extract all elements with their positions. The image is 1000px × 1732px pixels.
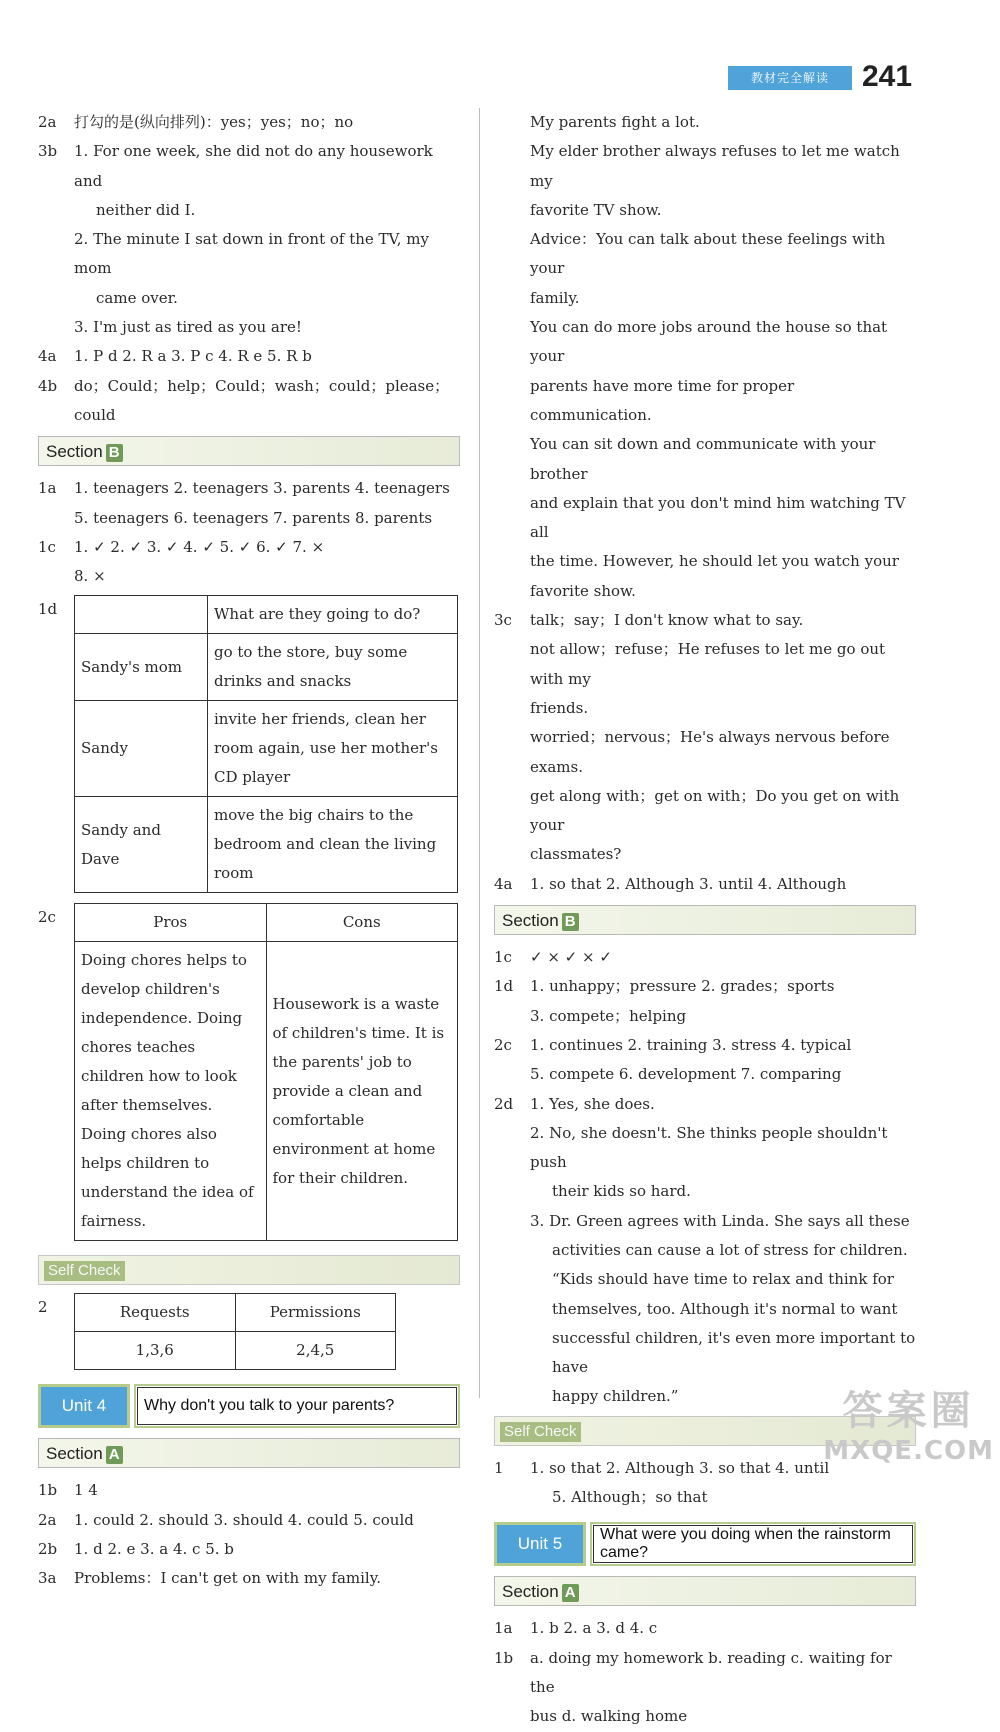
right-column xyxy=(494,108,916,1732)
left-column xyxy=(38,108,460,1594)
section-a-header: Section A xyxy=(38,1438,460,1468)
table-1d xyxy=(74,595,458,893)
unit-title: Why don't you talk to your parents? xyxy=(134,1384,460,1428)
answer-2d-r: 2d 1. Yes, she does. 2. No, she doesn't. She thinks people shouldn't push their kids so hard. 3. Dr. Green agrees with Linda. She says all these activities can cause a lot of stress for children. “Kids should have time to relax and think for themselves, too. Although it's normal to want successful children, it's even more important to have happy children.” xyxy=(494,1094,916,1406)
answer-2b: 2b 1. d 2. e 3. a 4. c 5. b xyxy=(38,1540,234,1559)
watermark-logo: 答案圈 MXQE.COM xyxy=(823,1388,994,1466)
section-b-header: Section B xyxy=(494,905,916,935)
unit-4-banner xyxy=(38,1384,460,1428)
section-b-header: Section B xyxy=(38,436,460,466)
answer-1d: 1d What are they going to do? Sandy's mom go to the store, buy some drinks and snacks Sandy invite her friends, clean her room again, use her mother's CD player Sandy and Dave move the big chairs to the bedroom and clean the living room xyxy=(38,595,460,893)
section-letter: A xyxy=(562,1584,579,1602)
answer-2c-r: 2c 1. continues 2. training 3. stress 4. typical 5. compete 6. development 7. comparing xyxy=(494,1035,852,1084)
unit-5-banner xyxy=(494,1522,916,1566)
answer-2a: 2a 打勾的是(纵向排列)：yes；yes；no；no xyxy=(38,113,354,131)
answer-4a: 4a 1. P d 2. R a 3. P c 4. R e 5. R b xyxy=(38,347,312,366)
self-check-header: Self Check xyxy=(38,1255,460,1285)
header-tag: 教材完全解读 xyxy=(728,66,852,90)
answer-1c-r: 1c ✓ × ✓ × ✓ xyxy=(494,948,612,967)
section-letter: B xyxy=(562,913,579,931)
answer-1c: 1c 1. ✓ 2. ✓ 3. ✓ 4. ✓ 5. ✓ 6. ✓ 7. × 8. × xyxy=(38,537,325,586)
answer-1a-r: 1a 1. b 2. a 3. d 4. c xyxy=(494,1619,658,1638)
table-2c: Pros Cons Doing chores helps to develop children's independence. Doing chores teaches children how to look after themselves. Doing chores also helps children to understand the idea of fairness. Housework is a waste of children's time. It is the parents' job to provide a clean and comfortable environment at home for their children. xyxy=(74,903,458,1241)
unit-title: What were you doing when the rainstorm came? xyxy=(590,1522,916,1566)
table-1d-header: What are they going to do? xyxy=(208,596,458,634)
answer-2: 2 Requests Permissions 1,3,6 2,4,5 xyxy=(38,1293,460,1370)
answer-1a: 1a 1. teenagers 2. teenagers 3. parents 4. teenagers 5. teenagers 6. teenagers 7. parents 8. parents xyxy=(38,479,450,527)
self-check-header: Self Check xyxy=(494,1416,916,1446)
table-row: Doing chores helps to develop children's independence. Doing chores teaches children how to look after themselves. Doing chores also helps children to understand the idea of fairness. Housework is a waste of children's time. It is the parents' job to provide a clean and comfortable environment at home for their children. xyxy=(75,942,458,1241)
table-row: Sandy's mom go to the store, buy some drinks and snacks xyxy=(75,634,458,701)
unit-badge: Unit 4 xyxy=(38,1384,130,1428)
answer-2c: 2c Pros Cons Doing chores helps to develop children's independence. Doing chores teaches children how to look after themselves. Doing chores also helps children to understand the idea of fairness. Housework is a waste of children's time. It is the parents' job to provide a clean and comfortable environment at home for their children. xyxy=(38,903,460,1241)
section-letter: A xyxy=(106,1446,123,1464)
answer-2a-unit4: 2a 1. could 2. should 3. should 4. could 5. could xyxy=(38,1510,414,1529)
answer-3a-continued: My parents fight a lot. My elder brother always refuses to let me watch my favorite TV show. Advice：You can talk about these feelings with your family. You can do more jobs around the house so that your parents have more time for proper communication. You can sit down and communicate with your brother and explain that you don't mind him watching TV all the time. However, he should let you watch your favorite show. xyxy=(530,113,906,600)
section-letter: B xyxy=(106,444,123,462)
answer-4a-r: 4a 1. so that 2. Although 3. until 4. Although xyxy=(494,874,847,893)
answer-3a: 3a Problems：I can't get on with my family. xyxy=(38,1569,381,1588)
page-number: 241 xyxy=(862,60,913,93)
table-2: Requests Permissions 1,3,6 2,4,5 xyxy=(74,1293,396,1370)
unit-badge: Unit 5 xyxy=(494,1522,586,1566)
column-divider xyxy=(479,108,480,1398)
answer-1b-r: 1b a. doing my homework b. reading c. waiting for the bus d. walking home xyxy=(494,1648,892,1726)
answer-1-r: 1 1. so that 2. Although 3. so that 4. until 5. Although；so that xyxy=(494,1458,830,1507)
answer-1b: 1b 1 4 xyxy=(38,1481,98,1500)
answer-4b: 4b do；Could；help；Could；wash；could；please；could xyxy=(38,376,450,424)
table-row: Sandy invite her friends, clean her room again, use her mother's CD player xyxy=(75,701,458,797)
section-a-header: Section A xyxy=(494,1576,916,1606)
answer-3c: 3c talk；say；I don't know what to say. not allow；refuse；He refuses to let me go out with my friends. worried；nervous；He's always nervous before exams. get along with；get on with；Do you get on with your classmates? xyxy=(494,611,900,864)
table-row: 1,3,6 2,4,5 xyxy=(75,1332,396,1370)
table-row: Sandy and Dave move the big chairs to the bedroom and clean the living room xyxy=(75,797,458,893)
answer-1d-r: 1d 1. unhappy；pressure 2. grades；sports 3. compete；helping xyxy=(494,977,835,1025)
answer-3b: 3b 1. For one week, she did not do any housework and neither did I. 2. The minute I sat down in front of the TV, my mom came over. 3. I'm just as tired as you are! xyxy=(38,142,433,337)
